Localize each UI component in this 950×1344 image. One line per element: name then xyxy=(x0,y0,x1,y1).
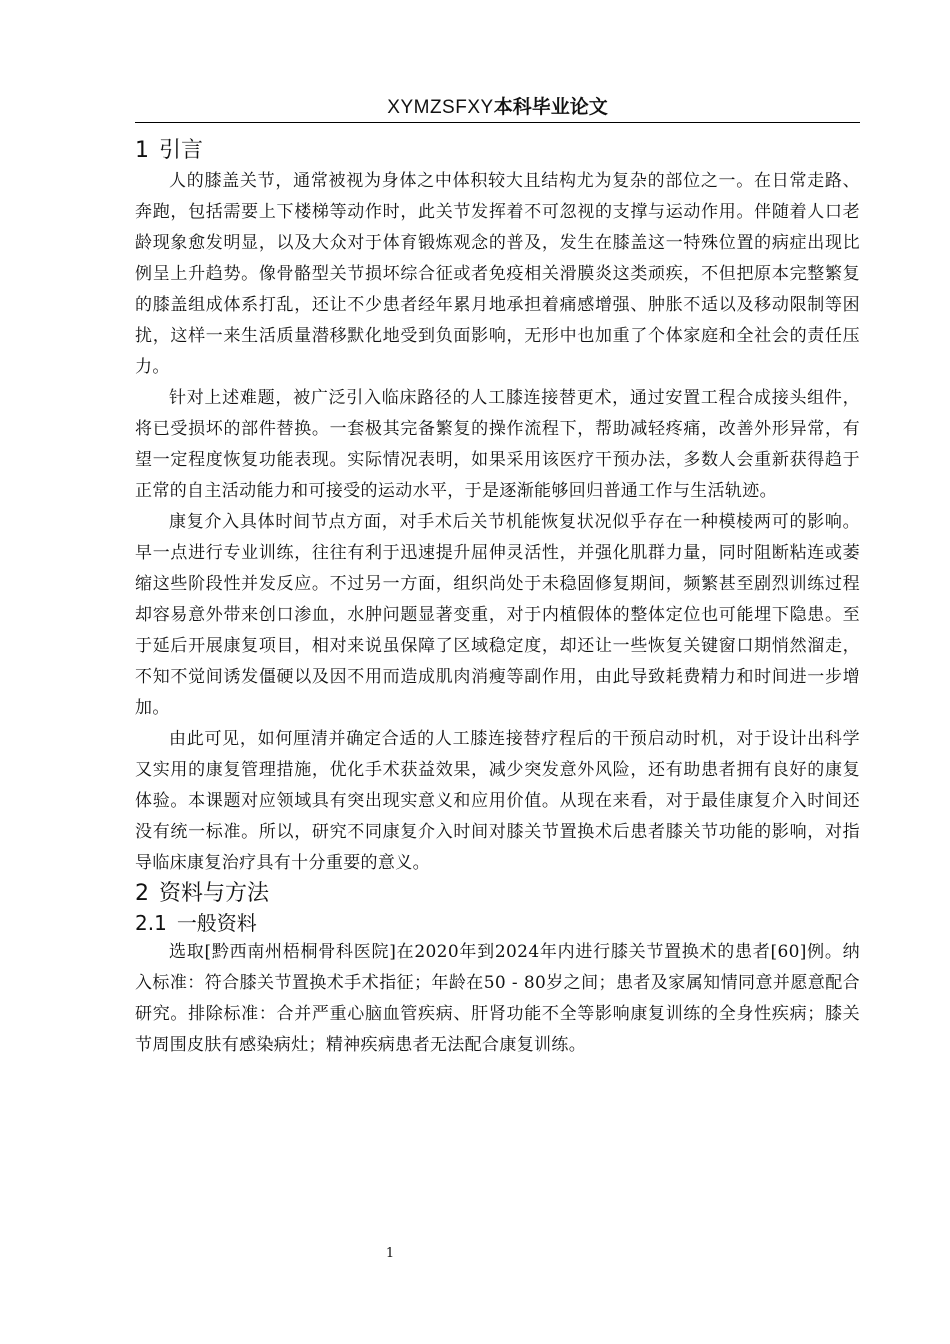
header-rule xyxy=(135,122,860,123)
main-content xyxy=(135,136,860,1061)
paragraph: 康复介入具体时间节点方面，对手术后关节机能恢复状况似乎存在一种模棱两可的影响。早一点进行专业训练，往往有利于迅速提升屈伸灵活性，并强化肌群力量，同时阻断粘连或萎缩这些阶段性并发反应。不过另一方面，组织尚处于未稳固修复期间，频繁甚至剧烈训练过程却容易意外带来创口渗血，水肿问题显著变重，对于内植假体的整体定位也可能埋下隐患。至于延后开展康复项目，相对来说虽保障了区域稳定度，却还让一些恢复关键窗口期悄然溜走，不知不觉间诱发僵硬以及因不用而造成肌肉消瘦等副作用，由此导致耗费精力和时间进一步增加。 xyxy=(135,512,860,718)
subsection-number: 2.1 xyxy=(135,911,167,935)
running-header xyxy=(135,94,860,121)
header-title: 本科毕业论文 xyxy=(493,96,608,118)
page-number: 1 xyxy=(385,1246,395,1261)
section-title: 资料与方法 xyxy=(159,881,270,906)
paragraph: 选取[黔西南州梧桐骨科医院]在2020年到2024年内进行膝关节置换术的患者[60]例。纳入标准：符合膝关节置换术手术指征；年龄在50 - 80岁之间；患者及家属知情同意并愿意配合研究。排除标准：合并严重心脑血管疾病、肝肾功能不全等影响康复训练的全身性疾病；膝关节周围皮肤有感染病灶；精神疾病患者无法配合康复训练。 xyxy=(135,942,860,1055)
section-title: 引言 xyxy=(159,138,204,163)
paragraph: 人的膝盖关节，通常被视为身体之中体积较大且结构尤为复杂的部位之一。在日常走路、奔跑，包括需要上下楼梯等动作时，此关节发挥着不可忽视的支撑与运动作用。伴随着人口老龄现象愈发明显，以及大众对于体育锻炼观念的普及，发生在膝盖这一特殊位置的病症出现比例呈上升趋势。像骨骼型关节损坏综合征或者免疫相关滑膜炎这类顽疾，不但把原本完整繁复的膝盖组成体系打乱，还让不少患者经年累月地承担着痛感增强、肿胀不适以及移动限制等困扰，这样一来生活质量潜移默化地受到负面影响，无形中也加重了个体家庭和全社会的责任压力。 xyxy=(135,171,860,377)
header-code: XYMZSFXY xyxy=(387,97,494,118)
section-number: 1 xyxy=(135,138,149,163)
section-heading-intro xyxy=(135,136,860,166)
subsection-title: 一般资料 xyxy=(176,911,257,935)
section-heading-methods xyxy=(135,879,860,909)
paragraph: 针对上述难题，被广泛引入临床路径的人工膝连接替更术，通过安置工程合成接头组件，将已受损坏的部件替换。一套极其完备繁复的操作流程下，帮助减轻疼痛，改善外形异常，有望一定程度恢复功能表现。实际情况表明，如果采用该医疗干预办法，多数人会重新获得趋于正常的自主活动能力和可接受的运动水平，于是逐渐能够回归普通工作与生活轨迹。 xyxy=(135,388,860,501)
subsection-heading-general xyxy=(135,909,860,937)
section-number: 2 xyxy=(135,881,149,906)
paragraph: 由此可见，如何厘清并确定合适的人工膝连接替疗程后的干预启动时机，对于设计出科学又实用的康复管理措施，优化手术获益效果，减少突发意外风险，还有助患者拥有良好的康复体验。本课题对应领域具有突出现实意义和应用价值。从现在来看，对于最佳康复介入时间还没有统一标准。所以，研究不同康复介入时间对膝关节置换术后患者膝关节功能的影响，对指导临床康复治疗具有十分重要的意义。 xyxy=(135,729,860,873)
